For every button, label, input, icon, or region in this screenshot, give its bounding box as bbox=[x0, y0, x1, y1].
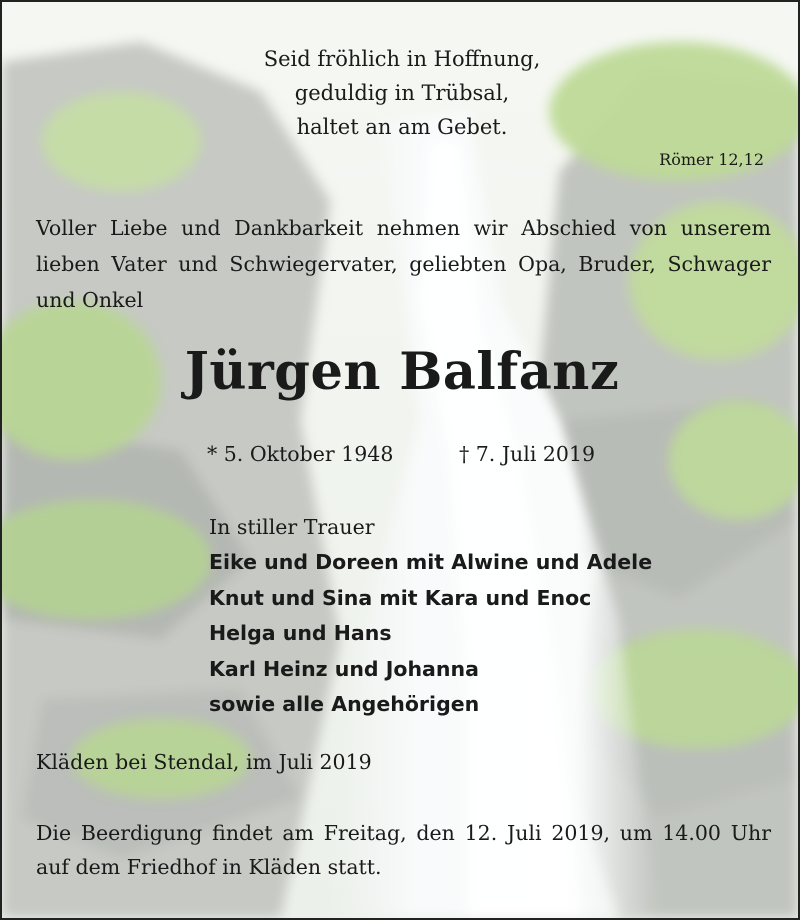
notice-content bbox=[2, 2, 798, 918]
place-and-date: Kläden bei Stendal, im Juli 2019 bbox=[36, 750, 372, 774]
mourner-entry: Eike und Doreen mit Alwine und Adele bbox=[209, 550, 653, 574]
verse-line: geduldig in Trübsal, bbox=[294, 81, 510, 105]
death-date: † 7. Juli 2019 bbox=[459, 442, 596, 466]
mourners-list bbox=[209, 545, 652, 723]
intro-line: lieben Vater und Schwiegervater, geliebten Opa, Bruder, Schwager bbox=[36, 252, 771, 276]
verse-line: Seid fröhlich in Hoffnung, bbox=[263, 47, 541, 71]
deceased-name: Jürgen Balfanz bbox=[184, 342, 620, 402]
mourner-entry: Knut und Sina mit Kara und Enoc bbox=[209, 585, 592, 610]
mourning-heading: In stiller Trauer bbox=[209, 515, 375, 539]
funeral-line: auf dem Friedhof in Kläden statt. bbox=[36, 855, 382, 879]
funeral-info bbox=[36, 816, 771, 884]
intro-text bbox=[36, 210, 771, 318]
intro-line: und Onkel bbox=[36, 288, 144, 312]
verse-line: haltet an am Gebet. bbox=[296, 115, 508, 139]
bible-verse bbox=[2, 42, 800, 144]
mourner-entry: sowie alle Angehörigen bbox=[209, 692, 480, 716]
mourner-entry: Helga und Hans bbox=[209, 621, 392, 645]
intro-line: Voller Liebe und Dankbarkeit nehmen wir Abschied von unserem bbox=[36, 216, 771, 240]
verse-reference: Römer 12,12 bbox=[659, 150, 764, 169]
birth-date: * 5. Oktober 1948 bbox=[207, 442, 394, 466]
funeral-line: Die Beerdigung findet am Freitag, den 12. Juli 2019, um 14.00 Uhr bbox=[36, 821, 771, 845]
mourner-entry: Karl Heinz und Johanna bbox=[209, 656, 479, 681]
